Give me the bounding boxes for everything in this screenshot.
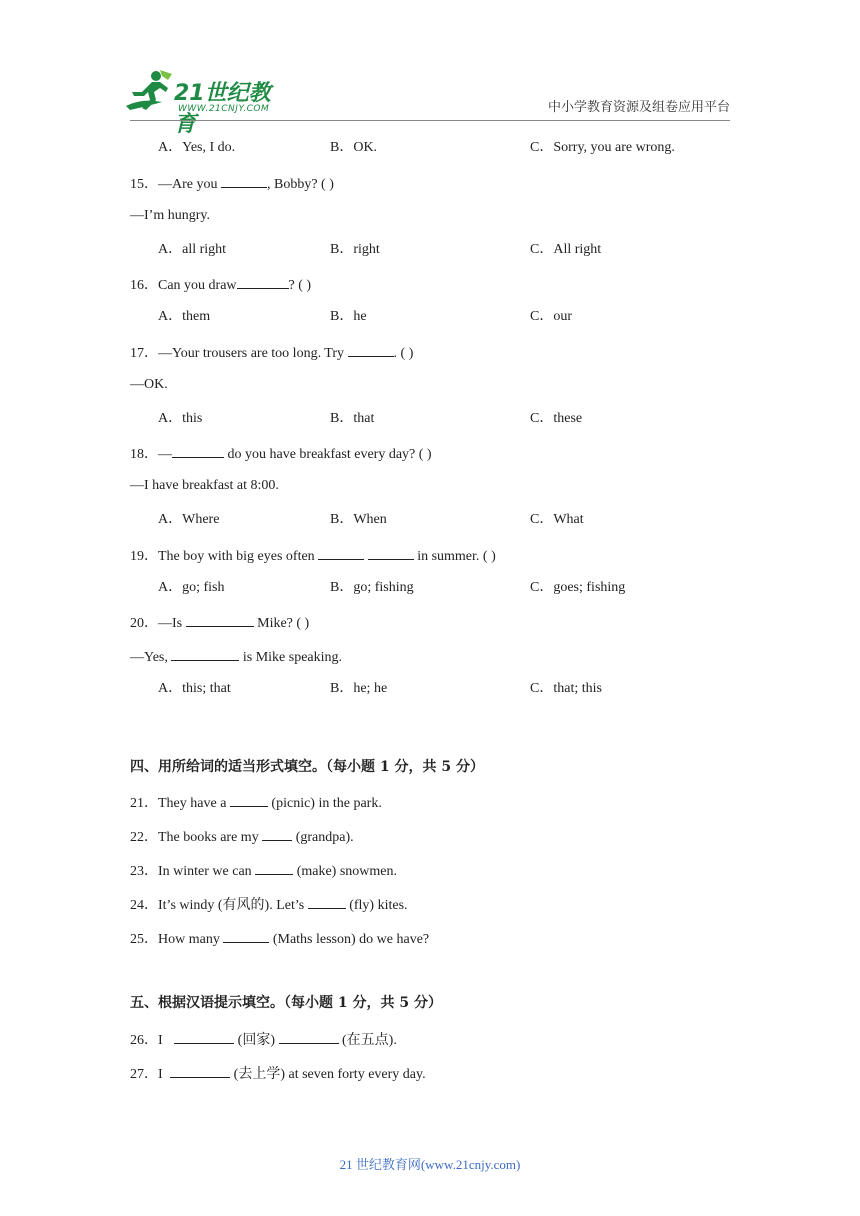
section4-title: 四、用所给词的适当形式填空。（每小题 1 分，共 5 分） xyxy=(130,759,484,775)
page-header xyxy=(0,0,860,137)
q19-stem: 19．The boy with big eyes often in summer. ( ) xyxy=(130,545,496,566)
q18-option-c: C．What xyxy=(530,512,584,527)
answer-blank xyxy=(221,173,267,188)
header-divider xyxy=(130,120,730,121)
q15-option-b: B．right xyxy=(330,242,380,257)
answer-blank xyxy=(170,1063,230,1078)
q14-option-c: C．Sorry, you are wrong. xyxy=(530,140,675,155)
q26: 26．I (回家) (在五点). xyxy=(130,1029,397,1050)
q14-option-b: B．OK. xyxy=(330,140,378,155)
q19-option-b: B．go; fishing xyxy=(330,580,414,595)
q27: 27．I (去上学) at seven forty every day. xyxy=(130,1063,426,1084)
answer-blank xyxy=(368,545,414,560)
q24: 24．It’s windy (有风的). Let’s (fly) kites. xyxy=(130,894,408,915)
q16-stem: 16．Can you draw ? ( ) xyxy=(130,274,311,295)
q15-option-a: A．all right xyxy=(158,242,227,257)
q20-stem: 20．—Is Mike? ( ) xyxy=(130,612,309,633)
q18-option-b: B．When xyxy=(330,512,387,527)
q17-reply: —OK. xyxy=(130,377,168,392)
q16-option-b: B．he xyxy=(330,309,367,324)
q23: 23．In winter we can (make) snowmen. xyxy=(130,860,397,881)
q20-option-c: C．that; this xyxy=(530,681,602,696)
q16-option-a: A．them xyxy=(158,309,211,324)
answer-blank xyxy=(172,443,224,458)
q17-option-b: B．that xyxy=(330,411,375,426)
q20-option-b: B．he; he xyxy=(330,681,388,696)
logo xyxy=(122,68,292,137)
q18-reply: —I have breakfast at 8:00. xyxy=(130,478,279,493)
logo-text: 21世纪教育 xyxy=(174,81,271,137)
answer-blank xyxy=(237,274,289,289)
q20-reply: —Yes, is Mike speaking. xyxy=(130,646,342,667)
q16-option-c: C．our xyxy=(530,309,572,324)
header-right-text: 中小学教育资源及组卷应用平台 xyxy=(547,100,730,115)
q19-option-c: C．goes; fishing xyxy=(530,580,626,595)
answer-blank xyxy=(308,894,346,909)
answer-blank xyxy=(223,928,269,943)
answer-blank xyxy=(230,792,268,807)
q15-option-c: C．All right xyxy=(530,242,602,257)
q17-option-c: C．these xyxy=(530,411,583,426)
answer-blank xyxy=(262,826,292,841)
runner-logo-icon xyxy=(122,68,174,114)
q15-reply: —I’m hungry. xyxy=(130,208,210,223)
answer-blank xyxy=(186,612,254,627)
answer-blank xyxy=(318,545,364,560)
answer-blank xyxy=(348,342,394,357)
q20-option-a: A．this; that xyxy=(158,681,231,696)
q21: 21．They have a (picnic) in the park. xyxy=(130,792,382,813)
q22: 22．The books are my (grandpa). xyxy=(130,826,354,847)
q14-option-a: A．Yes, I do. xyxy=(158,140,236,155)
page-footer: 21 世纪教育网(www.21cnjy.com) xyxy=(339,1157,521,1172)
answer-blank xyxy=(279,1029,339,1044)
q15-stem: 15．—Are you , Bobby? ( ) xyxy=(130,173,334,194)
answer-blank xyxy=(171,646,239,661)
q18-option-a: A．Where xyxy=(158,512,220,527)
logo-url: WWW.21CNJY.COM xyxy=(178,104,270,114)
answer-blank xyxy=(174,1029,234,1044)
answer-blank xyxy=(255,860,293,875)
q17-option-a: A．this xyxy=(158,411,203,426)
q17-stem: 17．—Your trousers are too long. Try . ( ) xyxy=(130,342,413,363)
q25: 25．How many (Maths lesson) do we have? xyxy=(130,928,429,949)
section5-title: 五、根据汉语提示填空。（每小题 1 分，共 5 分） xyxy=(130,995,442,1011)
q18-stem: 18．— do you have breakfast every day? ( ) xyxy=(130,443,432,464)
q19-option-a: A．go; fish xyxy=(158,580,225,595)
